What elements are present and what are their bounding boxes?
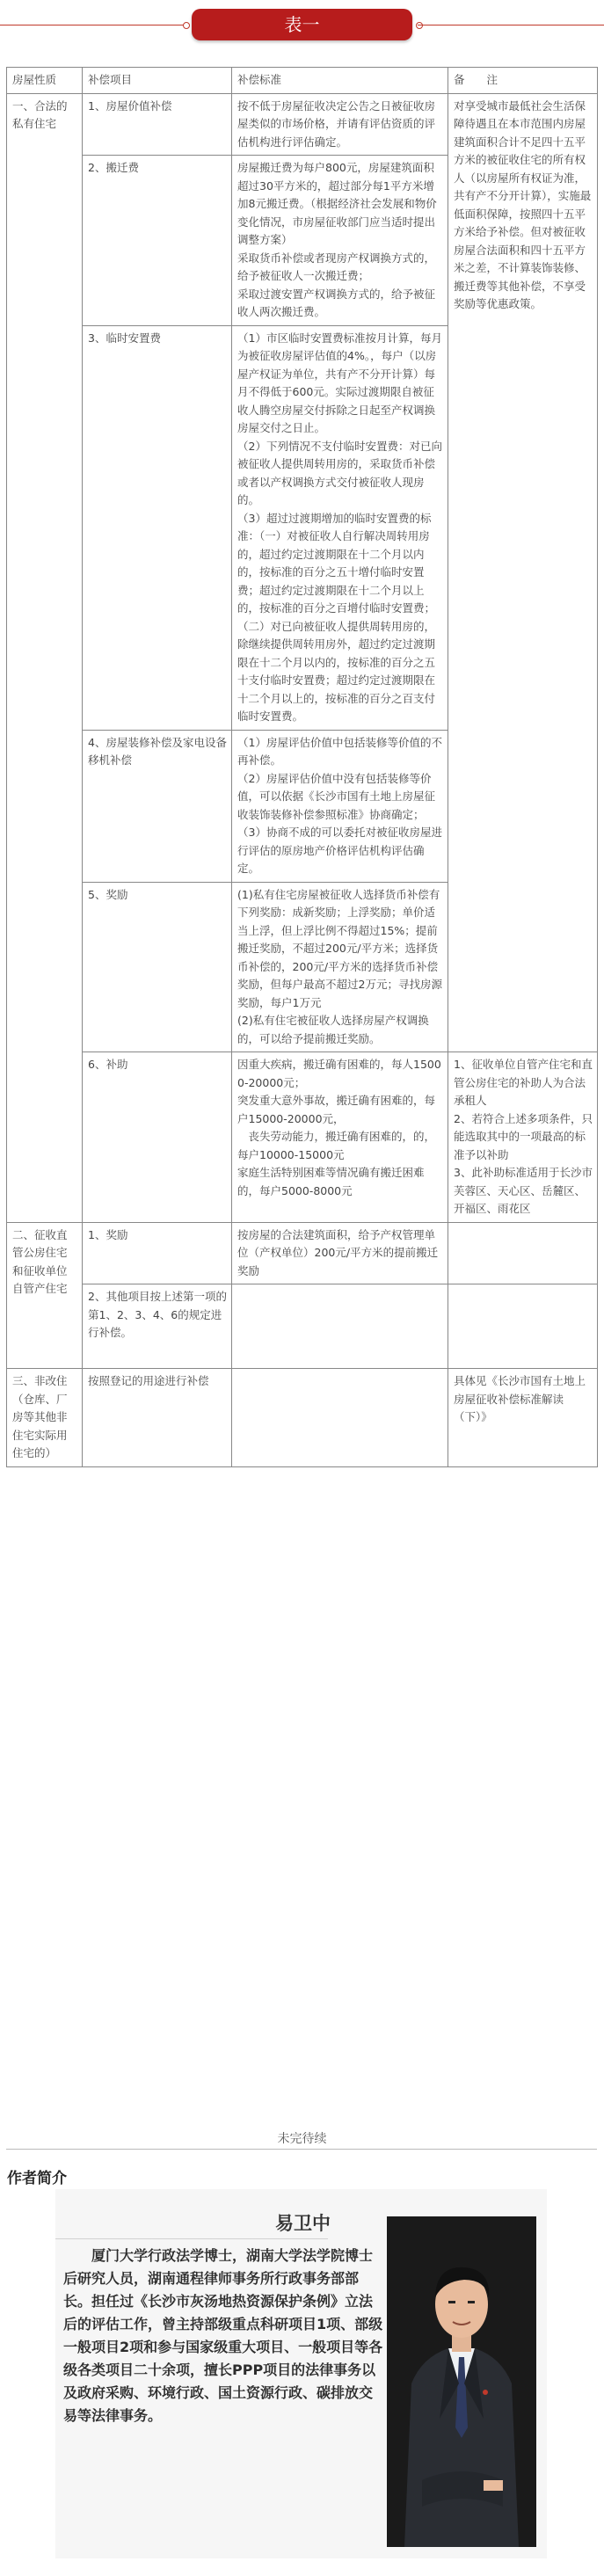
standard-line: （3）超过过渡期增加的临时安置费的标准：（一）对被征收人自行解决周转用房的，超过约定过渡期限在十二个月以内的，按标准的百分之五十增付临时安置费；超过约定过渡期限在十二个月以上的，按标准的百分之百增付临时安置费； bbox=[237, 511, 436, 615]
nature-cell: 一、合法的私有住宅 bbox=[7, 93, 83, 1222]
table-row bbox=[7, 1052, 598, 1223]
standard-cell bbox=[232, 325, 448, 730]
item-cell: 3、临时安置费 bbox=[83, 325, 232, 730]
header-dot-right bbox=[416, 22, 423, 29]
note-cell bbox=[448, 1369, 598, 1467]
header-nature: 房屋性质 bbox=[7, 68, 83, 94]
note-cell bbox=[448, 1222, 598, 1284]
author-portrait bbox=[387, 2216, 536, 2547]
header-item: 补偿项目 bbox=[83, 68, 232, 94]
author-bio: 厦门大学行政法学博士，湖南大学法学院博士后研究人员，湖南通程律师事务所行政事务部部长。担任过《长沙市灰汤地热资源保护条例》立法后的评估工作，曾主持部级重点科研项目1项、部级一般项目2项和参与国家级重大项目、一般项目等各级各类项目二十余项，擅长PPP项目的法律事务以及政府采购、环境行政、国土资源行政、碳排放交易等法律事务。 bbox=[63, 2247, 383, 2424]
item-cell: 2、其他项目按上述第一项的第1、2、3、4、6的规定进行补偿。 bbox=[83, 1284, 232, 1369]
item-cell: 按照登记的用途进行补偿 bbox=[83, 1369, 232, 1467]
standard-cell bbox=[232, 1369, 448, 1467]
standard-line: 因重大疾病，搬迁确有困难的，每人15000-20000元； bbox=[237, 1058, 441, 1089]
header-note: 备 注 bbox=[448, 68, 598, 94]
standard-line: （1）房屋评估价值中包括装修等价值的不再补偿。 bbox=[237, 735, 442, 767]
item-cell: 5、奖励 bbox=[83, 882, 232, 1052]
standard-line: 采取货币补偿或者现房产权调换方式的，给予被征收人一次搬迁费； bbox=[237, 251, 436, 282]
standard-cell bbox=[232, 1222, 448, 1284]
footer-divider bbox=[6, 2149, 597, 2150]
header-standard: 补偿标准 bbox=[232, 68, 448, 94]
standard-line: （1）市区临时安置费标准按月计算，每月为被征收房屋评估值的4%。，每户（以房屋产权证为单位，共有产不分开计算）每月不得低于600元。实际过渡期限自被征收人腾空房屋交付拆除之日起至产权调换房屋交付之日止。 bbox=[237, 331, 442, 434]
table-row bbox=[7, 93, 598, 156]
item-cell: 1、房屋价值补偿 bbox=[83, 93, 232, 156]
note-cell bbox=[448, 93, 598, 1052]
note-line: 1、征收单位自管产住宅和直管公房住宅的补助人为合法承租人 bbox=[454, 1058, 593, 1107]
standard-cell bbox=[232, 1284, 448, 1369]
note-cell bbox=[448, 1284, 598, 1369]
standard-cell bbox=[232, 730, 448, 882]
item-cell: 6、补助 bbox=[83, 1052, 232, 1223]
standard-line: 丧失劳动能力，搬迁确有困难的，的，每户10000-15000元 bbox=[237, 1130, 436, 1161]
to-be-continued: 未完待续 bbox=[277, 2132, 327, 2146]
standard-line: （2）房屋评估价值中没有包括装修等价值，可以依据《长沙市国有土地上房屋征收装饰装修补偿参照标准》协商确定； bbox=[237, 771, 436, 821]
standard-cell bbox=[232, 1052, 448, 1223]
standard-line: (1)私有住宅房屋被征收人选择货币补偿有下列奖励：成新奖励；上浮奖励；单价适当上浮，但上浮比例不得超过15%；提前搬迁奖励，不超过200元/平方米；选择货币补偿的，200元/平方米的选择货币补偿奖励，但每户最高不超过2万元；寻找房源奖励，每户1万元 bbox=[237, 887, 442, 1009]
section-header bbox=[0, 0, 604, 51]
item-cell: 4、房屋装修补偿及家电设备移机补偿 bbox=[83, 730, 232, 882]
author-name: 易卫中 bbox=[275, 2213, 331, 2234]
table-header-row bbox=[7, 68, 598, 94]
note-line: 2、若符合上述多项条件，只能选取其中的一项最高的标准予以补助 bbox=[454, 1111, 593, 1161]
standard-line: （3）协商不成的可以委托对被征收房屋进行评估的原房地产价格评估机构评估确定。 bbox=[237, 826, 442, 875]
author-portrait-illustration bbox=[387, 2216, 536, 2547]
note-cell bbox=[448, 1052, 598, 1223]
table-row bbox=[7, 1284, 598, 1369]
standard-cell bbox=[232, 882, 448, 1052]
note-line: 具体见《长沙市国有土地上房屋征收补偿标准解读（下）》 bbox=[454, 1374, 586, 1423]
standard-cell bbox=[232, 93, 448, 156]
standard-line: 房屋搬迁费为每户800元，房屋建筑面积超过30平方米的，超过部分每1平方米增加8元搬迁费。（根据经济社会发展和物价变化情况，市房屋征收部门应当适时提出调整方案） bbox=[237, 161, 437, 246]
standard-line: 家庭生活特别困难等情况确有搬迁困难的，每户5000-8000元 bbox=[237, 1166, 425, 1197]
nature-cell: 二、征收直管公房住宅和征收单位自管产住宅 bbox=[7, 1222, 83, 1369]
standard-line: （二）对已向被征收人提供周转用房的，除继续提供周转用房外，超过约定过渡期限在十二个月以内的，按标准的百分之五十支付临时安置费；超过约定过渡期限在十二个月以上的，按标准的百分之百支付临时安置费。 bbox=[237, 619, 436, 723]
compensation-table bbox=[6, 67, 598, 1467]
nature-cell: 三、非改住（仓库、厂房等其他非住宅实际用住宅的） bbox=[7, 1369, 83, 1467]
note-line: 3、此补助标准适用于长沙市芙蓉区、天心区、岳麓区、开福区、雨花区 bbox=[454, 1166, 593, 1215]
table-row bbox=[7, 1369, 598, 1467]
standard-cell bbox=[232, 156, 448, 326]
standard-line: 突发重大意外事故，搬迁确有困难的，每户15000-20000元， bbox=[237, 1094, 436, 1125]
standard-line: 按不低于房屋征收决定公告之日被征收房屋类似的市场价格，并请有评估资质的评估机构进行评估确定。 bbox=[237, 98, 436, 149]
header-dot-left bbox=[183, 22, 190, 29]
item-cell: 1、奖励 bbox=[83, 1222, 232, 1284]
table-row bbox=[7, 1222, 598, 1284]
item-cell: 2、搬迁费 bbox=[83, 156, 232, 326]
author-section-title: 作者简介 bbox=[7, 2170, 67, 2187]
table-title-badge: 表一 bbox=[192, 9, 412, 40]
author-name-divider bbox=[55, 2238, 328, 2239]
standard-line: 按房屋的合法建筑面积，给予产权管理单位（产权单位）200元/平方米的提前搬迁奖励 bbox=[237, 1227, 439, 1277]
standard-line: （2）下列情况不支付临时安置费：对已向被征收人提供周转用房的，采取货币补偿或者以产权调换方式交付被征收人现房的。 bbox=[237, 439, 442, 506]
standard-line: (2)私有住宅被征收人选择房屋产权调换的，可以给予提前搬迁奖励。 bbox=[237, 1014, 429, 1045]
standard-line: 采取过渡安置产权调换方式的，给予被征收人两次搬迁费。 bbox=[237, 287, 436, 318]
note-line: 对享受城市最低社会生活保障待遇且在本市范围内房屋建筑面积合计不足四十五平方米的被征收住宅的所有权人（以房屋所有权证为准，共有产不分开计算），实施最低面积保障，按照四十五平方米给予补偿。但对被征收房屋合法面积和四十五平方米之差，不计算装饰装修、搬迁费等其他补偿，不享受奖励等优惠政策。 bbox=[454, 98, 592, 310]
